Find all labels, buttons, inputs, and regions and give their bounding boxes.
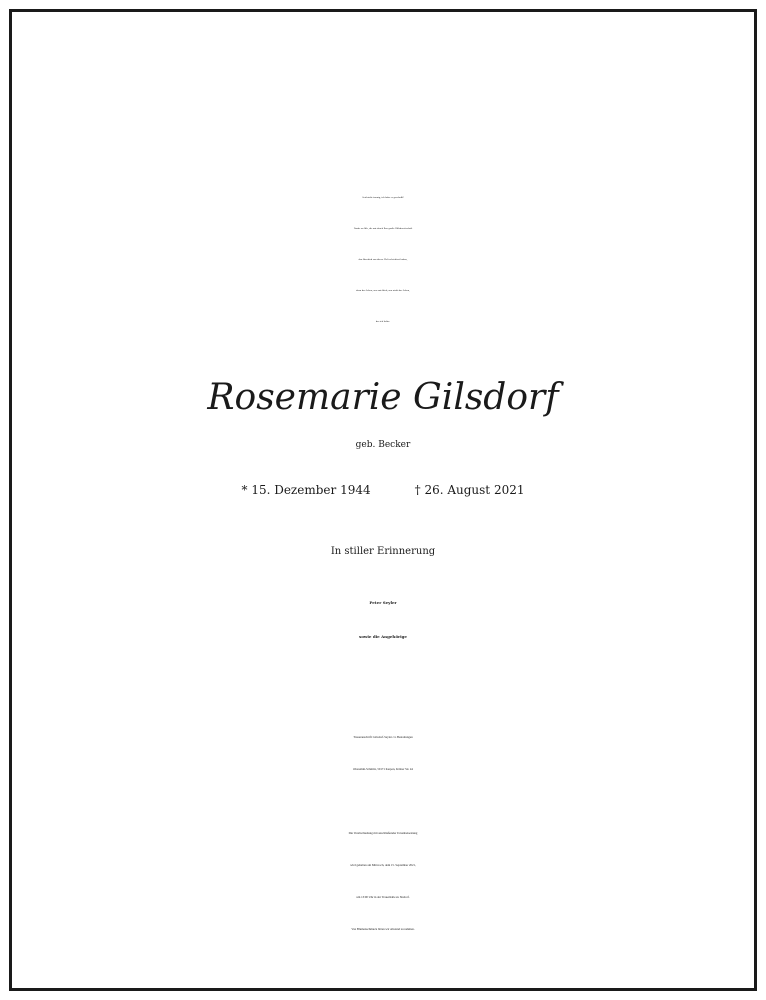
address-line: Oberemm-Schmitz, 50171 Kerpen, Kölner Str. 44 [353,767,413,771]
quote-line [0,85,766,116]
message-line: Seid nicht traurig, ich habe es geschafft! [362,197,404,199]
maiden-name: geb. Becker [355,440,411,450]
death-date: † 26. August 2021 [414,483,525,497]
ceremony-line: um 13:00 Uhr in der Trauerhalle zu Sindorf. [356,895,410,899]
remembrance-text: In stiller Erinnerung [330,546,436,557]
quote-block [0,54,766,147]
message-line: Danke an Alle, die mir durch Ihre große Hilfsbereitschaft [353,228,413,230]
ceremony-line: Die Verabschiedung mit anschließender Urnenbeisetzung [348,831,418,835]
mourning-address [0,721,766,785]
mourner-name: Peter Seyler [369,600,397,605]
address-line: Traueranschrift: Gilsdorf-Seyler c/o Bestattungen [353,735,413,739]
deceased-name: Rosemarie Gilsdorf [207,377,559,418]
mourners-block [0,586,766,654]
ceremony-info [0,817,766,945]
farewell-message [0,183,766,338]
message-line: den Abschied von dieser Welt erleichtert haben, [358,259,408,261]
birth-date: * 15. Dezember 1944 [241,483,371,497]
message-line: das ich liebte. [375,321,391,323]
message-line: denn das Leben, was mir blieb, war nicht das Leben, [356,290,410,292]
ceremony-line: wird gehalten am Mittwoch, dem 15. September 2021, [350,863,416,867]
mourner-relatives: sowie die Angehörige [359,634,407,639]
quote-line [0,116,766,147]
quote-line [0,54,766,85]
ceremony-line: Von Blumenschmuck bitten wir Abstand zu nehmen. [351,927,415,931]
life-dates [0,474,766,506]
